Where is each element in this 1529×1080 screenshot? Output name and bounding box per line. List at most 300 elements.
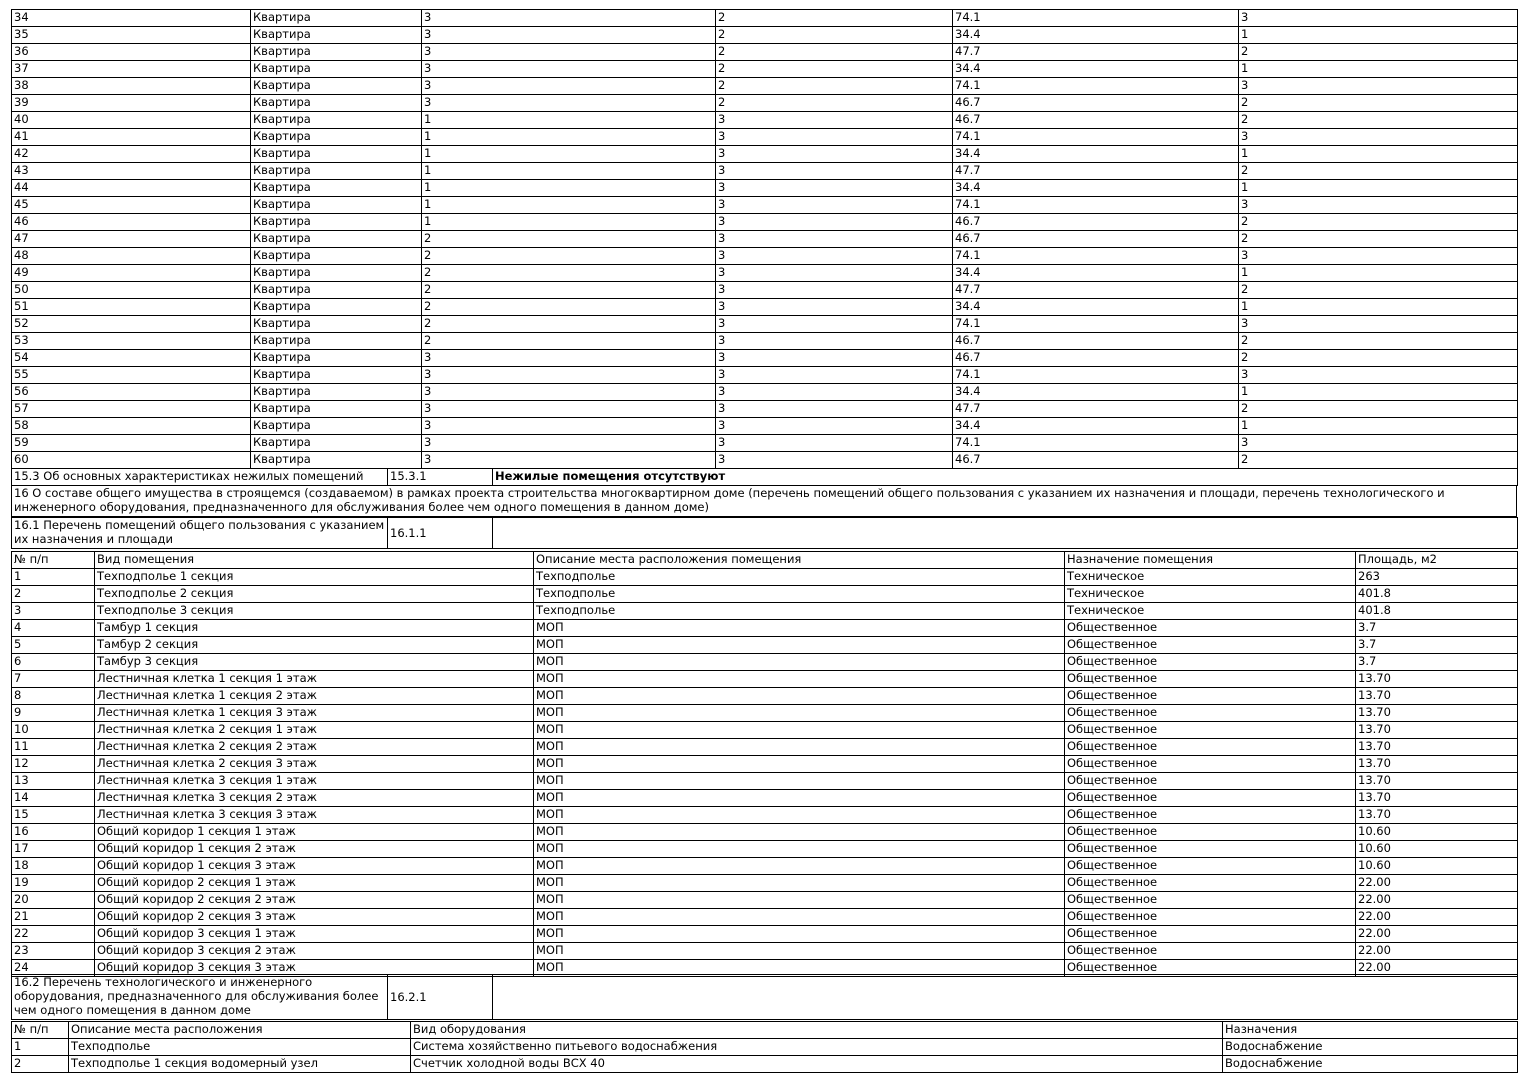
table-row bbox=[12, 841, 1518, 858]
table-cell: Техническое bbox=[1065, 603, 1356, 620]
table-cell: Водоснабжение bbox=[1223, 1056, 1518, 1073]
table-cell: 74.1 bbox=[953, 248, 1239, 265]
section-16-title: 16 О составе общего имущества в строящемся (создаваемом) в рамках проекта строительства многоквартирном доме (перечень помещений общего пользования с указанием их назначения и площади, перечень технологического и инженерного оборудования, предназначенного для обслуживания более чем одного помещения в данном доме) bbox=[12, 486, 1517, 517]
table-cell: 2 bbox=[1239, 452, 1518, 469]
table-cell: 47.7 bbox=[953, 163, 1239, 180]
table-cell: 37 bbox=[12, 61, 251, 78]
table-cell: 34.4 bbox=[953, 418, 1239, 435]
table-cell: Квартира bbox=[251, 61, 422, 78]
table-cell: 74.1 bbox=[953, 78, 1239, 95]
table-cell: Квартира bbox=[251, 197, 422, 214]
table-cell: 11 bbox=[12, 739, 95, 756]
table-cell: 55 bbox=[12, 367, 251, 384]
table-cell: 3 bbox=[716, 265, 953, 282]
table-cell: 3 bbox=[716, 452, 953, 469]
equipment-header-row bbox=[12, 1022, 1518, 1039]
table-cell: Общественное bbox=[1065, 807, 1356, 824]
table-cell: 3 bbox=[716, 282, 953, 299]
table-cell: 39 bbox=[12, 95, 251, 112]
table-cell: Лестничная клетка 1 секция 3 этаж bbox=[95, 705, 534, 722]
table-cell: Техническое bbox=[1065, 569, 1356, 586]
table-cell: 7 bbox=[12, 671, 95, 688]
table-cell: Счетчик холодной воды ВСХ 40 bbox=[411, 1056, 1223, 1073]
table-row bbox=[12, 671, 1518, 688]
table-cell: 3 bbox=[422, 350, 716, 367]
table-row bbox=[12, 1056, 1518, 1073]
table-cell: Общественное bbox=[1065, 960, 1356, 977]
table-cell: 3 bbox=[716, 214, 953, 231]
table-row bbox=[12, 943, 1518, 960]
table-cell: 3 bbox=[422, 401, 716, 418]
table-cell: 13.70 bbox=[1356, 773, 1518, 790]
table-cell: 2 bbox=[422, 282, 716, 299]
table-cell: 10.60 bbox=[1356, 841, 1518, 858]
table-cell: 42 bbox=[12, 146, 251, 163]
common-premises-table-body bbox=[12, 569, 1518, 977]
table-row bbox=[12, 1039, 1518, 1056]
table-cell: 24 bbox=[12, 960, 95, 977]
table-cell: Тамбур 2 секция bbox=[95, 637, 534, 654]
table-cell: 13 bbox=[12, 773, 95, 790]
table-row bbox=[12, 350, 1518, 367]
equipment-table bbox=[11, 1021, 1518, 1073]
table-cell: Общественное bbox=[1065, 841, 1356, 858]
table-cell: Квартира bbox=[251, 265, 422, 282]
table-cell: Общий коридор 1 секция 1 этаж bbox=[95, 824, 534, 841]
table-cell: 13.70 bbox=[1356, 722, 1518, 739]
table-cell: 34.4 bbox=[953, 265, 1239, 282]
table-cell: Техподполье bbox=[534, 569, 1065, 586]
table-cell: 74.1 bbox=[953, 435, 1239, 452]
table-cell: 2 bbox=[716, 27, 953, 44]
table-cell: Общественное bbox=[1065, 688, 1356, 705]
table-cell: 3 bbox=[716, 299, 953, 316]
table-row bbox=[12, 705, 1518, 722]
table-cell: 74.1 bbox=[953, 129, 1239, 146]
table-cell: 46 bbox=[12, 214, 251, 231]
table-cell: 1 bbox=[422, 197, 716, 214]
table-row bbox=[12, 926, 1518, 943]
table-cell: Общественное bbox=[1065, 722, 1356, 739]
table-cell: 3 bbox=[716, 333, 953, 350]
table-cell: 2 bbox=[716, 10, 953, 27]
table-cell: Квартира bbox=[251, 299, 422, 316]
table-cell: 3 bbox=[422, 44, 716, 61]
table-cell: Техподполье 2 секция bbox=[95, 586, 534, 603]
table-cell: 2 bbox=[1239, 163, 1518, 180]
table-cell: 10 bbox=[12, 722, 95, 739]
table-row bbox=[12, 197, 1518, 214]
table-cell: Общий коридор 2 секция 3 этаж bbox=[95, 909, 534, 926]
table-cell: Лестничная клетка 2 секция 3 этаж bbox=[95, 756, 534, 773]
table-cell: Квартира bbox=[251, 282, 422, 299]
table-row bbox=[12, 773, 1518, 790]
table-cell: 3 bbox=[716, 146, 953, 163]
table-row bbox=[12, 384, 1518, 401]
table-cell: Общий коридор 3 секция 1 этаж bbox=[95, 926, 534, 943]
table-cell: Квартира bbox=[251, 180, 422, 197]
table-cell: 2 bbox=[422, 231, 716, 248]
table-cell: 6 bbox=[12, 654, 95, 671]
table-cell: 45 bbox=[12, 197, 251, 214]
table-cell: МОП bbox=[534, 875, 1065, 892]
section-15-3-label: 15.3 Об основных характеристиках нежилых помещений bbox=[12, 469, 388, 486]
table-cell: 54 bbox=[12, 350, 251, 367]
common-premises-header-row bbox=[12, 552, 1518, 569]
table-row bbox=[12, 722, 1518, 739]
table-cell: 3.7 bbox=[1356, 620, 1518, 637]
table-cell: Общий коридор 1 секция 3 этаж bbox=[95, 858, 534, 875]
table-cell: Общественное bbox=[1065, 773, 1356, 790]
section-16-1-code: 16.1.1 bbox=[388, 518, 493, 549]
table-cell: 38 bbox=[12, 78, 251, 95]
table-row bbox=[12, 316, 1518, 333]
table-cell: 36 bbox=[12, 44, 251, 61]
table-cell: МОП bbox=[534, 892, 1065, 909]
table-cell: Тамбур 1 секция bbox=[95, 620, 534, 637]
header-cell: Назначение помещения bbox=[1065, 552, 1356, 569]
table-cell: Лестничная клетка 1 секция 2 этаж bbox=[95, 688, 534, 705]
table-row bbox=[12, 265, 1518, 282]
table-cell: Общественное bbox=[1065, 824, 1356, 841]
table-cell: Лестничная клетка 3 секция 3 этаж bbox=[95, 807, 534, 824]
equipment-table-body bbox=[12, 1039, 1518, 1073]
table-cell: Квартира bbox=[251, 452, 422, 469]
table-cell: МОП bbox=[534, 705, 1065, 722]
table-cell: 3 bbox=[716, 435, 953, 452]
table-cell: Общественное bbox=[1065, 892, 1356, 909]
table-cell: 1 bbox=[12, 1039, 69, 1056]
table-cell: 18 bbox=[12, 858, 95, 875]
table-row bbox=[12, 180, 1518, 197]
table-cell: МОП bbox=[534, 960, 1065, 977]
table-cell: Лестничная клетка 2 секция 2 этаж bbox=[95, 739, 534, 756]
table-cell: МОП bbox=[534, 637, 1065, 654]
table-cell: Квартира bbox=[251, 350, 422, 367]
table-cell: 3 bbox=[716, 231, 953, 248]
header-cell: Вид оборудования bbox=[411, 1022, 1223, 1039]
table-cell: 3 bbox=[422, 418, 716, 435]
table-cell: 3 bbox=[1239, 435, 1518, 452]
table-cell: МОП bbox=[534, 620, 1065, 637]
table-cell: 3 bbox=[1239, 78, 1518, 95]
table-cell: МОП bbox=[534, 790, 1065, 807]
table-cell: 34.4 bbox=[953, 180, 1239, 197]
table-cell: 34.4 bbox=[953, 384, 1239, 401]
table-cell: 1 bbox=[1239, 146, 1518, 163]
table-cell: 2 bbox=[1239, 231, 1518, 248]
table-cell: 3 bbox=[422, 435, 716, 452]
table-cell: 263 bbox=[1356, 569, 1518, 586]
table-cell: 1 bbox=[422, 214, 716, 231]
table-cell: 44 bbox=[12, 180, 251, 197]
table-row bbox=[12, 654, 1518, 671]
table-cell: 9 bbox=[12, 705, 95, 722]
table-cell: 22.00 bbox=[1356, 943, 1518, 960]
table-cell: 48 bbox=[12, 248, 251, 265]
table-cell: 22.00 bbox=[1356, 909, 1518, 926]
table-cell: МОП bbox=[534, 841, 1065, 858]
table-cell: Тамбур 3 секция bbox=[95, 654, 534, 671]
apartments-table-body bbox=[12, 10, 1518, 469]
table-cell: Квартира bbox=[251, 367, 422, 384]
table-row bbox=[12, 790, 1518, 807]
table-cell: 13.70 bbox=[1356, 705, 1518, 722]
table-row bbox=[12, 112, 1518, 129]
table-cell: Лестничная клетка 1 секция 1 этаж bbox=[95, 671, 534, 688]
table-cell: 74.1 bbox=[953, 316, 1239, 333]
table-cell: 52 bbox=[12, 316, 251, 333]
table-row bbox=[12, 418, 1518, 435]
table-cell: 3 bbox=[716, 418, 953, 435]
table-cell: 47 bbox=[12, 231, 251, 248]
table-cell: 34.4 bbox=[953, 61, 1239, 78]
table-cell: МОП bbox=[534, 943, 1065, 960]
table-cell: 3.7 bbox=[1356, 637, 1518, 654]
table-cell: 46.7 bbox=[953, 214, 1239, 231]
table-cell: 3 bbox=[1239, 10, 1518, 27]
table-cell: 34.4 bbox=[953, 27, 1239, 44]
table-cell: 20 bbox=[12, 892, 95, 909]
table-cell: 13.70 bbox=[1356, 739, 1518, 756]
table-cell: МОП bbox=[534, 926, 1065, 943]
table-cell: 2 bbox=[1239, 214, 1518, 231]
table-cell: Общественное bbox=[1065, 790, 1356, 807]
table-cell: 1 bbox=[1239, 180, 1518, 197]
table-cell: 5 bbox=[12, 637, 95, 654]
table-cell: 1 bbox=[1239, 27, 1518, 44]
table-cell: 3.7 bbox=[1356, 654, 1518, 671]
table-cell: 401.8 bbox=[1356, 586, 1518, 603]
table-cell: 1 bbox=[1239, 299, 1518, 316]
table-row bbox=[12, 586, 1518, 603]
table-row bbox=[12, 807, 1518, 824]
table-cell: 3 bbox=[716, 112, 953, 129]
table-cell: 2 bbox=[1239, 401, 1518, 418]
table-cell: МОП bbox=[534, 688, 1065, 705]
table-row bbox=[12, 61, 1518, 78]
header-cell: Площадь, м2 bbox=[1356, 552, 1518, 569]
table-row bbox=[12, 282, 1518, 299]
table-row bbox=[12, 620, 1518, 637]
table-cell: 3 bbox=[716, 316, 953, 333]
table-cell: 2 bbox=[1239, 282, 1518, 299]
table-cell: Общественное bbox=[1065, 858, 1356, 875]
table-row bbox=[12, 569, 1518, 586]
table-cell: 13.70 bbox=[1356, 790, 1518, 807]
section-16 bbox=[11, 485, 1517, 517]
table-cell: 1 bbox=[422, 163, 716, 180]
table-cell: Квартира bbox=[251, 44, 422, 61]
table-cell: 13.70 bbox=[1356, 671, 1518, 688]
table-cell: МОП bbox=[534, 671, 1065, 688]
table-cell: 49 bbox=[12, 265, 251, 282]
table-cell: 3 bbox=[716, 129, 953, 146]
table-cell: 4 bbox=[12, 620, 95, 637]
table-cell: Техподполье bbox=[534, 603, 1065, 620]
table-cell: Квартира bbox=[251, 163, 422, 180]
table-cell: Квартира bbox=[251, 10, 422, 27]
table-cell: Система хозяйственно питьевого водоснабжения bbox=[411, 1039, 1223, 1056]
table-cell: 46.7 bbox=[953, 95, 1239, 112]
table-row bbox=[12, 248, 1518, 265]
table-row bbox=[12, 44, 1518, 61]
table-cell: 22 bbox=[12, 926, 95, 943]
table-cell: Квартира bbox=[251, 401, 422, 418]
table-cell: Квартира bbox=[251, 333, 422, 350]
table-cell: 1 bbox=[422, 129, 716, 146]
table-cell: 56 bbox=[12, 384, 251, 401]
table-cell: МОП bbox=[534, 858, 1065, 875]
table-cell: Квартира bbox=[251, 146, 422, 163]
table-cell: 3 bbox=[422, 367, 716, 384]
table-cell: Квартира bbox=[251, 95, 422, 112]
table-row bbox=[12, 214, 1518, 231]
table-cell: 2 bbox=[716, 44, 953, 61]
table-cell: Общественное bbox=[1065, 943, 1356, 960]
table-cell: Квартира bbox=[251, 214, 422, 231]
table-cell: 46.7 bbox=[953, 333, 1239, 350]
table-cell: 2 bbox=[422, 299, 716, 316]
table-cell: 46.7 bbox=[953, 112, 1239, 129]
table-cell: 3 bbox=[1239, 248, 1518, 265]
table-cell: МОП bbox=[534, 909, 1065, 926]
table-cell: МОП bbox=[534, 807, 1065, 824]
table-cell: 74.1 bbox=[953, 367, 1239, 384]
table-cell: 1 bbox=[422, 146, 716, 163]
table-cell: МОП bbox=[534, 756, 1065, 773]
table-cell: 3 bbox=[716, 350, 953, 367]
table-cell: Общественное bbox=[1065, 926, 1356, 943]
table-cell: 13.70 bbox=[1356, 807, 1518, 824]
table-row bbox=[12, 435, 1518, 452]
table-row bbox=[12, 909, 1518, 926]
table-cell: 58 bbox=[12, 418, 251, 435]
table-cell: 401.8 bbox=[1356, 603, 1518, 620]
table-cell: 22.00 bbox=[1356, 892, 1518, 909]
table-cell: 3 bbox=[422, 452, 716, 469]
table-cell: 19 bbox=[12, 875, 95, 892]
table-cell: 46.7 bbox=[953, 452, 1239, 469]
table-cell: Техподполье bbox=[69, 1039, 411, 1056]
header-cell: № п/п bbox=[12, 552, 95, 569]
table-row bbox=[12, 875, 1518, 892]
table-cell: Техподполье 1 секция bbox=[95, 569, 534, 586]
table-cell: Лестничная клетка 2 секция 1 этаж bbox=[95, 722, 534, 739]
table-cell: Лестничная клетка 3 секция 2 этаж bbox=[95, 790, 534, 807]
table-cell: 47.7 bbox=[953, 401, 1239, 418]
table-cell: 34 bbox=[12, 10, 251, 27]
table-cell: 3 bbox=[422, 10, 716, 27]
table-cell: 3 bbox=[716, 180, 953, 197]
table-cell: 34.4 bbox=[953, 146, 1239, 163]
table-cell: Квартира bbox=[251, 129, 422, 146]
table-cell: 3 bbox=[422, 384, 716, 401]
table-cell: 2 bbox=[1239, 112, 1518, 129]
table-row bbox=[12, 146, 1518, 163]
header-cell: № п/п bbox=[12, 1022, 69, 1039]
table-cell: Техподполье 3 секция bbox=[95, 603, 534, 620]
table-row bbox=[12, 333, 1518, 350]
table-cell: 60 bbox=[12, 452, 251, 469]
table-cell: 13.70 bbox=[1356, 688, 1518, 705]
table-cell: Общий коридор 3 секция 3 этаж bbox=[95, 960, 534, 977]
table-cell: 41 bbox=[12, 129, 251, 146]
table-cell: 35 bbox=[12, 27, 251, 44]
table-cell: Общественное bbox=[1065, 620, 1356, 637]
table-cell: 43 bbox=[12, 163, 251, 180]
table-cell: 2 bbox=[1239, 333, 1518, 350]
section-15-3-value: Нежилые помещения отсутствуют bbox=[493, 469, 1518, 486]
table-cell: Общественное bbox=[1065, 637, 1356, 654]
section-16-2-empty bbox=[493, 975, 1518, 1020]
table-cell: 3 bbox=[422, 78, 716, 95]
table-cell: 3 bbox=[716, 367, 953, 384]
table-cell: 2 bbox=[1239, 350, 1518, 367]
table-cell: 3 bbox=[716, 248, 953, 265]
table-cell: 34.4 bbox=[953, 299, 1239, 316]
table-row bbox=[12, 367, 1518, 384]
table-cell: 74.1 bbox=[953, 10, 1239, 27]
table-cell: 21 bbox=[12, 909, 95, 926]
table-cell: 3 bbox=[1239, 367, 1518, 384]
table-cell: Водоснабжение bbox=[1223, 1039, 1518, 1056]
table-cell: 59 bbox=[12, 435, 251, 452]
table-cell: 46.7 bbox=[953, 350, 1239, 367]
table-cell: Квартира bbox=[251, 316, 422, 333]
table-cell: Общественное bbox=[1065, 705, 1356, 722]
table-row bbox=[12, 78, 1518, 95]
table-cell: Общественное bbox=[1065, 875, 1356, 892]
table-cell: 1 bbox=[1239, 418, 1518, 435]
table-cell: 2 bbox=[1239, 44, 1518, 61]
table-cell: 3 bbox=[1239, 316, 1518, 333]
table-cell: 2 bbox=[422, 248, 716, 265]
table-cell: Квартира bbox=[251, 78, 422, 95]
section-15-3 bbox=[11, 468, 1518, 486]
table-cell: 2 bbox=[12, 1056, 69, 1073]
table-row bbox=[12, 10, 1518, 27]
table-cell: 2 bbox=[716, 61, 953, 78]
table-cell: Квартира bbox=[251, 384, 422, 401]
table-cell: 1 bbox=[422, 180, 716, 197]
table-cell: Общественное bbox=[1065, 739, 1356, 756]
table-cell: 10.60 bbox=[1356, 824, 1518, 841]
table-cell: 46.7 bbox=[953, 231, 1239, 248]
table-cell: МОП bbox=[534, 722, 1065, 739]
table-cell: 2 bbox=[1239, 95, 1518, 112]
table-row bbox=[12, 824, 1518, 841]
table-cell: 3 bbox=[716, 163, 953, 180]
table-cell: 1 bbox=[422, 112, 716, 129]
table-cell: Общий коридор 1 секция 2 этаж bbox=[95, 841, 534, 858]
section-16-1-label: 16.1 Перечень помещений общего пользования с указанием их назначения и площади bbox=[12, 518, 388, 549]
table-cell: МОП bbox=[534, 824, 1065, 841]
table-row bbox=[12, 299, 1518, 316]
table-cell: 1 bbox=[1239, 384, 1518, 401]
header-cell: Описание места расположения bbox=[69, 1022, 411, 1039]
table-cell: Лестничная клетка 3 секция 1 этаж bbox=[95, 773, 534, 790]
table-cell: 2 bbox=[716, 78, 953, 95]
table-cell: 13.70 bbox=[1356, 756, 1518, 773]
table-row bbox=[12, 231, 1518, 248]
table-cell: МОП bbox=[534, 654, 1065, 671]
table-cell: 3 bbox=[12, 603, 95, 620]
table-cell: Квартира bbox=[251, 435, 422, 452]
table-cell: 2 bbox=[12, 586, 95, 603]
section-16-2-label: 16.2 Перечень технологического и инженерного оборудования, предназначенного для обслуживания более чем одного помещения в данном доме bbox=[12, 975, 388, 1020]
table-cell: 23 bbox=[12, 943, 95, 960]
